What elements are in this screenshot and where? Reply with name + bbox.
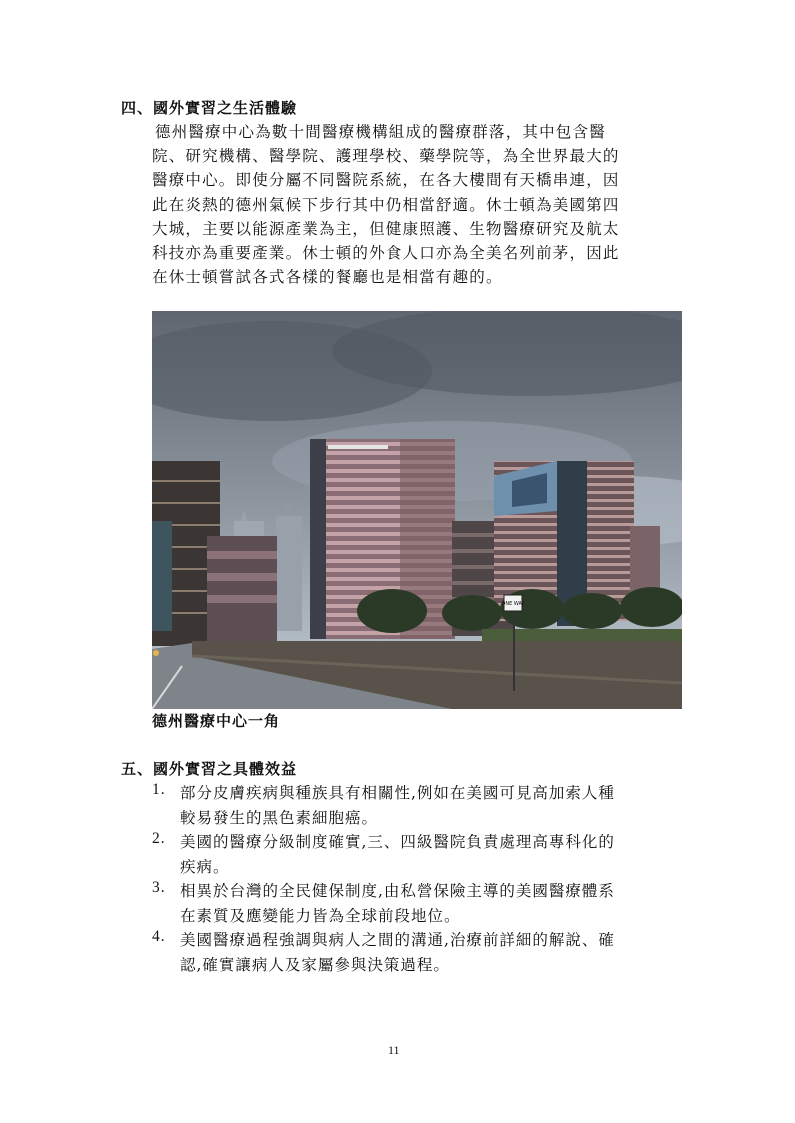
list-line: 美國的醫療分級制度確實,三、四級醫院負責處理高專科化的 [180,833,615,851]
distant-tower [276,516,302,631]
list-line: 認,確實讓病人及家屬參與決策過程。 [180,955,450,974]
list-number: 1. [152,781,166,798]
list-line: 美國醫療過程強調與病人之間的溝通,治療前詳細的解說、確 [180,931,615,949]
list-line: 部分皮膚疾病與種族具有相關性,例如在美國可見高加索人種 [180,784,615,802]
list-item [152,928,692,977]
sign-text: ONE WAY [501,601,525,607]
paragraph-line: 大城，主要以能源產業為主，但健康照護、生物醫療研究及航太 [152,219,620,238]
list-item [152,781,692,830]
section-4-paragraph [152,120,685,289]
paragraph-line: 此在炎熱的德州氣候下步行其中仍相當舒適。休士頓為美國第四 [152,195,620,214]
texas-medical-center-photo [152,311,682,709]
photo-caption: 德州醫療中心一角 [152,712,281,730]
section-4-heading: 四、國外實習之生活體驗 [121,99,298,117]
page-number: 11 [388,1043,400,1057]
list-line: 在素質及應變能力皆為全球前段地位。 [180,906,461,925]
list-number: 4. [152,928,166,945]
paragraph-line: 德州醫療中心為數十間醫療機構組成的醫療群落，其中包含醫 [155,123,606,141]
list-line: 疾病。 [180,857,230,876]
benefits-list [152,781,692,977]
paragraph-line: 科技亦為重要產業。休士頓的外食人口亦為全美名列前茅，因此 [152,244,620,263]
paragraph-line: 在休士頓嘗試各式各樣的餐廳也是相當有趣的。 [152,268,503,287]
list-number: 2. [152,830,166,847]
list-line: 相異於台灣的全民健保制度,由私營保險主導的美國醫療體系 [180,882,615,900]
paragraph-line: 醫療中心。即使分屬不同醫院系統，在各大樓間有天橋串連，因 [152,171,620,190]
paragraph-line: 院、研究機構、醫學院、護理學校、藥學院等，為全世界最大的 [152,147,620,166]
list-number: 3. [152,879,166,896]
list-item [152,879,692,928]
list-item [152,830,692,879]
list-line: 較易發生的黑色素細胞癌。 [180,808,379,827]
section-5-heading: 五、國外實習之具體效益 [121,760,298,778]
